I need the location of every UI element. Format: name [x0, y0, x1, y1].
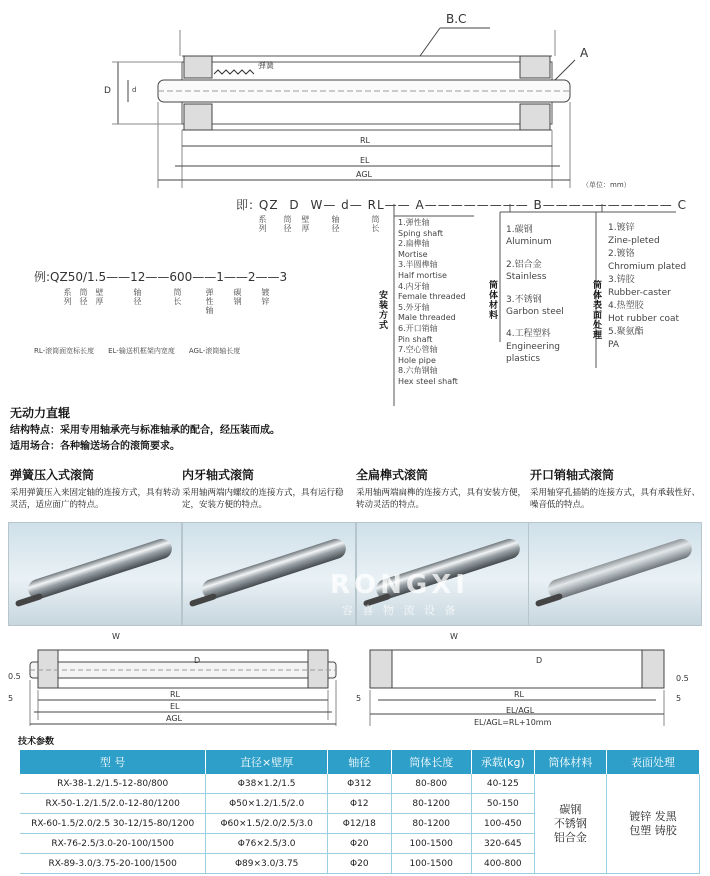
- col-material: 筒体材料: [534, 750, 606, 774]
- example-sub: 碳钢: [233, 288, 242, 306]
- surface-item: 3.铸胶: [608, 275, 635, 285]
- surface-item: 1.镀锌: [608, 223, 635, 233]
- watermark-brand: RONGXI: [330, 570, 469, 600]
- code-example: 例:QZ50/1.5——12——600——1——2——3: [34, 270, 288, 284]
- cell: Φ76×2.5/3.0: [206, 834, 328, 854]
- cell: RX-60-1.5/2.0/2.5 30-12/15-80/1200: [20, 814, 206, 834]
- material-title: 筒体材料: [487, 280, 497, 320]
- cell: 80-1200: [391, 814, 471, 834]
- cell: Φ20: [328, 834, 392, 854]
- example-sub: 系列: [63, 288, 72, 306]
- code-sub: 筒径: [283, 215, 292, 233]
- type-card: [10, 466, 180, 511]
- right-dim5: 5: [356, 694, 362, 703]
- cell: RX-38-1.2/1.5-12-80/800: [20, 774, 206, 794]
- code-part: RL: [367, 198, 385, 212]
- col-surface: 表面处理: [606, 750, 699, 774]
- material-item: 1.碳钢: [506, 225, 533, 235]
- install-item-en: Sping shaft: [398, 228, 444, 238]
- cell: Φ12/18: [328, 814, 392, 834]
- surface-item-en: PA: [608, 340, 620, 350]
- material-item: 3.不锈钢: [506, 294, 542, 305]
- code-part: B: [533, 198, 543, 212]
- install-title: 安装方式: [377, 290, 387, 330]
- section-title: 无动力直辊: [10, 406, 71, 420]
- type-desc: 采用轴两端扁榫的连接方式，具有安装方便，转动灵活的特点。: [356, 488, 527, 510]
- col-model: 型 号: [20, 750, 206, 774]
- roller-photo: [8, 522, 182, 626]
- surface-item: 2.镀铬: [608, 249, 635, 259]
- surface-item: 4.热塑胶: [608, 301, 644, 311]
- material-item: 4.工程塑料: [506, 329, 551, 340]
- roller-cross-section-diagram: [0, 0, 710, 200]
- type-desc: 采用轴两端内螺纹的连接方式，具有运行稳定，安装方便的特点。: [182, 488, 344, 510]
- right-rl-label: RL: [514, 690, 525, 699]
- cell: RX-89-3.0/3.75-20-100/1500: [20, 854, 206, 874]
- label-d-shaft: d: [132, 86, 137, 94]
- label-agl: AGL: [356, 170, 372, 179]
- right-el-label: EL/AGL: [506, 706, 535, 715]
- label-spring: 弹簧: [258, 61, 274, 70]
- cell: 400-800: [471, 854, 534, 874]
- install-item-en: Hole pipe: [398, 355, 436, 365]
- cell: 320-645: [471, 834, 534, 854]
- type-title: 内牙轴式滚筒: [182, 468, 255, 482]
- right-w-label: W: [450, 632, 458, 641]
- cell: Φ312: [328, 774, 392, 794]
- code-sub: 轴径: [331, 215, 340, 233]
- surface-item-en: Chromium plated: [608, 262, 687, 272]
- label-rl: RL: [360, 136, 371, 145]
- table-header-row: [20, 750, 700, 774]
- install-item: 5.外牙轴: [398, 302, 430, 312]
- code-part: C: [677, 198, 687, 212]
- surface-list: [608, 222, 704, 352]
- bottom-dimension-diagrams: [0, 628, 710, 738]
- surface-title: 筒体表面处理: [591, 280, 601, 340]
- col-diameter: 直径×壁厚: [206, 750, 328, 774]
- install-item: 7.空心管轴: [398, 345, 438, 355]
- unit-note: （单位：mm）: [582, 181, 631, 189]
- cell: 80-1200: [391, 794, 471, 814]
- cell: Φ50×1.2/1.5/2.0: [206, 794, 328, 814]
- material-item-en: Stainless: [506, 272, 547, 283]
- install-item: 4.内牙轴: [398, 281, 430, 291]
- code-prefix: 即:: [236, 198, 255, 212]
- example-sub: 筒长: [173, 288, 182, 306]
- col-length: 筒体长度: [391, 750, 471, 774]
- code-part: D: [289, 198, 300, 212]
- material-item: 2.铝合金: [506, 259, 542, 270]
- right-formula: EL/AGL=RL+10mm: [474, 718, 552, 727]
- code-line: 即: QZ D W— d— RL—— A———————— B—————————— C: [236, 198, 687, 212]
- col-load: 承载(kg): [471, 750, 534, 774]
- material-item-en: plastics: [506, 354, 541, 365]
- surface-merged-cell: [606, 774, 699, 874]
- install-item: 3.半圆榫轴: [398, 260, 438, 270]
- cell: 100-1500: [391, 834, 471, 854]
- label-el: EL: [360, 156, 370, 165]
- code-sub: 筒长: [371, 215, 380, 233]
- install-item-en: Mortise: [398, 249, 428, 259]
- surface-item-en: Rubber-caster: [608, 288, 671, 298]
- right-d-label: D: [536, 656, 543, 665]
- install-item-en: Pin shaft: [398, 334, 433, 344]
- surface-line: 镀锌 发黑: [629, 809, 677, 823]
- code-part: QZ: [258, 198, 279, 212]
- cell: Φ20: [328, 854, 392, 874]
- cell: RX-76-2.5/3.0-20-100/1500: [20, 834, 206, 854]
- example-sub: 筒径: [79, 288, 88, 306]
- type-title: 弹簧压入式滚筒: [10, 468, 95, 482]
- material-item-en: Garbon steel: [506, 307, 564, 318]
- code-sub: 系列: [258, 215, 267, 233]
- material-line: 不锈钢: [553, 816, 587, 830]
- example-sub: 轴径: [133, 288, 142, 306]
- section-features: 结构特点：采用专用轴承壳与标准轴承的配合，经压装而成。: [10, 425, 280, 436]
- surface-item-en: Zine-pleted: [608, 236, 660, 246]
- install-item: 6.开口销轴: [398, 323, 438, 333]
- spec-table: [20, 750, 700, 874]
- cell: 40-125: [471, 774, 534, 794]
- install-list: [398, 218, 498, 388]
- install-item-en: Male threaded: [398, 313, 456, 323]
- type-title: 开口销轴式滚筒: [530, 468, 615, 482]
- left-dim05: 0.5: [8, 672, 21, 681]
- material-line: 铝合金: [553, 830, 587, 844]
- cell: Φ38×1.2/1.5: [206, 774, 328, 794]
- left-w-label: W: [112, 632, 120, 641]
- table-row: [20, 774, 700, 794]
- cell: 80-800: [391, 774, 471, 794]
- roller-photo: [528, 522, 702, 626]
- type-desc: 采用弹簧压入来固定轴的连接方式，具有转动灵活，适应面广的特点。: [10, 488, 181, 510]
- cell: 100-1500: [391, 854, 471, 874]
- surface-item: 5.聚氨酯: [608, 327, 644, 337]
- length-note: RL-滚筒面宽标长度 EL-输送机框架内宽度 AGL-滚筒轴长度: [34, 347, 241, 355]
- example-sub: 镀锌: [261, 288, 270, 306]
- type-title: 全扁榫式滚筒: [356, 468, 429, 482]
- cell: Φ89×3.0/3.75: [206, 854, 328, 874]
- cell: RX-50-1.2/1.5/2.0-12-80/1200: [20, 794, 206, 814]
- material-line: 碳钢: [559, 802, 582, 816]
- left-agl-label: AGL: [166, 714, 182, 723]
- cell: 50-150: [471, 794, 534, 814]
- material-merged-cell: [534, 774, 606, 874]
- left-dim5: 5: [8, 694, 14, 703]
- type-card: [530, 466, 700, 511]
- col-shaft: 轴径: [328, 750, 392, 774]
- watermark-sub: 容 喜 物 流 设 备: [342, 604, 459, 617]
- code-part: W: [310, 198, 324, 212]
- left-d-label: D: [194, 656, 201, 665]
- table-title: 技术参数: [18, 737, 55, 747]
- label-bc: B.C: [446, 12, 467, 26]
- code-part: A: [415, 198, 425, 212]
- cell: 100-450: [471, 814, 534, 834]
- install-item: 1.弹性轴: [398, 218, 430, 227]
- cell: Φ60×1.5/2.0/2.5/3.0: [206, 814, 328, 834]
- install-item: 8.六角钢轴: [398, 366, 438, 376]
- label-d-outer: D: [104, 86, 111, 96]
- type-card: [182, 466, 352, 511]
- example-sub: 壁厚: [95, 288, 104, 306]
- install-item-en: Half mortise: [398, 270, 447, 280]
- right-dim05: 0.5: [676, 674, 689, 683]
- install-item-en: Hex steel shaft: [398, 376, 458, 386]
- code-part: d: [341, 198, 350, 212]
- example-sub: 弹性轴: [205, 288, 214, 315]
- code-sub: 壁厚: [301, 215, 310, 233]
- label-a: A: [580, 46, 589, 60]
- type-card: [356, 466, 526, 511]
- install-item-en: Female threaded: [398, 292, 466, 302]
- surface-item-en: Hot rubber coat: [608, 314, 680, 324]
- install-item: 2.扁榫轴: [398, 239, 430, 249]
- material-item-en: Engineering: [506, 341, 560, 352]
- type-desc: 采用轴穿孔插销的连接方式，具有承载性好、噪音低的特点。: [530, 488, 701, 510]
- left-rl-label: RL: [170, 690, 181, 699]
- surface-line: 包塑 铸胶: [629, 823, 677, 837]
- material-item-en: Aluminum: [506, 237, 552, 248]
- material-list: [506, 224, 586, 366]
- section-usage: 适用场合：各种输送场合的滚筒要求。: [10, 441, 180, 452]
- left-el-label: EL: [170, 702, 180, 711]
- cell: Φ12: [328, 794, 392, 814]
- right-dim5-b: 5: [676, 694, 682, 703]
